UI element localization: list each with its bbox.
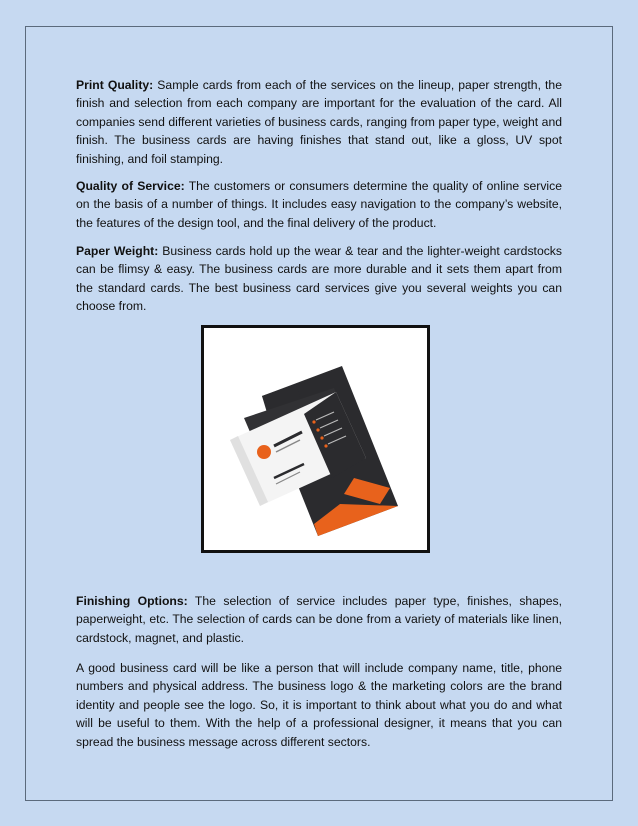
section-label: Finishing Options:	[76, 594, 188, 608]
section-text: Sample cards from each of the services on the lineup, paper strength, the finish and selection from each company are important for the evaluation of the card. All companies send different varieties of business cards, ranging from paper type, weight and finish. The business cards are having finishes that stand out, like a gloss, UV spot finishing, and foil stamping.	[76, 78, 562, 166]
closing-text: A good business card will be like a person that will include company name, title, phone numbers and physical address. The business logo & the marketing colors are the brand identity and people see the logo. So, it is important to think about what you do and what will be useful to them. With the help of a professional designer, it means that you can spread the business message across different sectors.	[76, 661, 562, 749]
section-label: Paper Weight:	[76, 244, 159, 258]
section-label: Quality of Service:	[76, 179, 185, 193]
section-text: Business cards hold up the wear & tear and the lighter-weight cardstocks can be flimsy & easy. The business cards are more durable and it sets them apart from the standard cards. The best business card services give you several weights you can choose from.	[76, 244, 562, 314]
business-cards-illustration	[204, 328, 427, 550]
section-paper-weight	[76, 242, 562, 316]
section-label: Print Quality:	[76, 78, 154, 92]
section-print-quality	[76, 76, 562, 168]
closing-paragraph	[76, 659, 562, 751]
section-text: The selection of service includes paper type, finishes, shapes, paperweight, etc. The selection of cards can be done from a variety of materials like linen, cardstock, magnet, and plastic.	[76, 594, 563, 645]
section-quality-of-service	[76, 177, 562, 232]
section-finishing-options	[76, 592, 562, 647]
business-card-image	[201, 325, 430, 553]
section-text: The customers or consumers determine the quality of online service on the basis of a number of things. It includes easy navigation to the company’s website, the features of the design tool, and the final delivery of the product.	[76, 179, 562, 230]
